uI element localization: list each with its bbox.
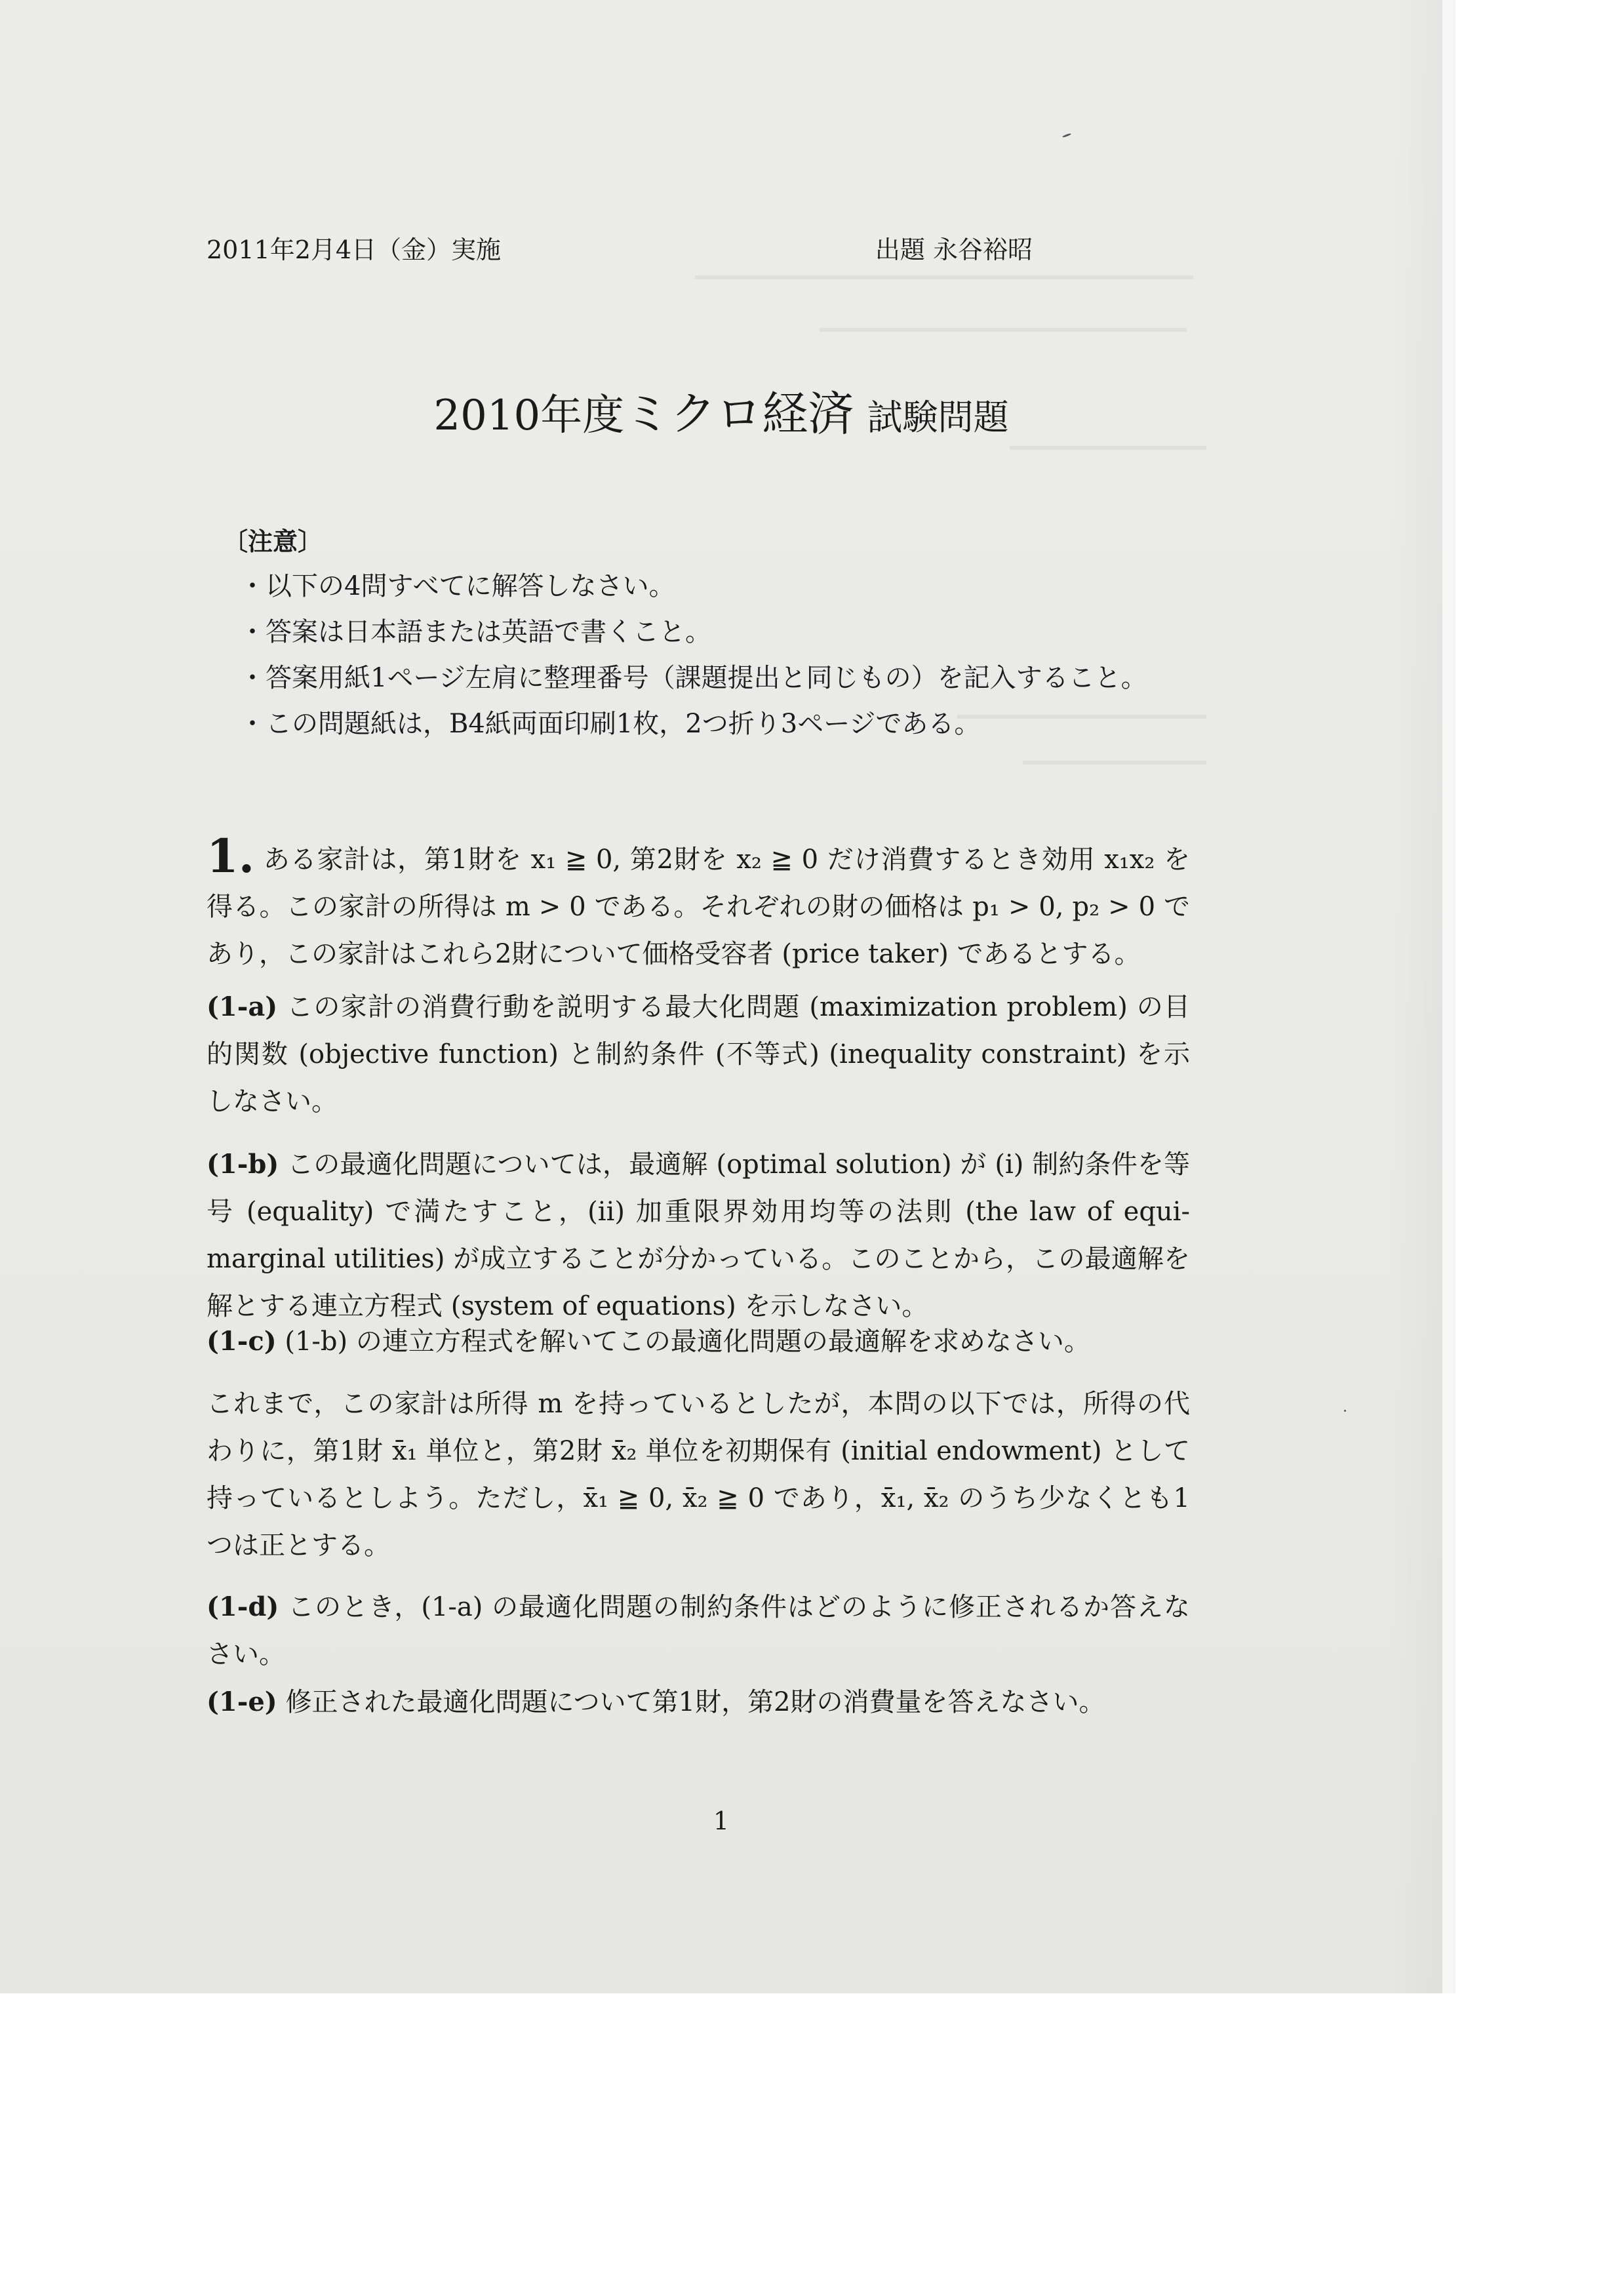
subquestion-label: (1-d) [207, 1591, 279, 1622]
bleed-through-mark [1023, 761, 1206, 784]
subquestion-text: この家計の消費行動を説明する最大化問題 (maximization problem) の目的関数 (objective function) と制約条件 (不等式) (inequality constraint) を示しなさい。 [207, 992, 1190, 1117]
question-1-intro [207, 829, 1190, 978]
subquestion-text: このとき，(1-a) の最適化問題の制約条件はどのように修正されるか答えなさい。 [207, 1592, 1191, 1669]
subquestion-label: (1-e) [207, 1686, 277, 1717]
bleed-through-mark [820, 328, 1187, 351]
notice-item: ・答案は日本語または英語で書くこと。 [239, 617, 711, 647]
question-1a [207, 984, 1190, 1125]
subquestion-text: この最適化問題については，最適解 (optimal solution) が (i) 制約条件を等号 (equality) で満たすこと，(ii) 加重限界効用均等の法則 (the law of equi-marginal utilities) が成立することが分かっている。このことから，この最適解を解とする連立方程式 (system of equations) を示しなさい。 [207, 1149, 1190, 1321]
subquestion-label: (1-b) [207, 1149, 279, 1180]
page-title [0, 377, 1442, 443]
question-1c [207, 1318, 1190, 1365]
bleed-through-mark [1010, 446, 1206, 469]
notice-item: ・以下の4問すべてに解答しなさい。 [239, 571, 675, 601]
speck [1062, 133, 1071, 138]
question-number: 1. [207, 829, 255, 883]
title-subject: ミクロ経済 [624, 387, 854, 441]
speck [1344, 1410, 1346, 1412]
notice-item: ・この問題紙は，B4紙両面印刷1枚，2つ折り3ページである。 [239, 709, 981, 739]
page-number: 1 [713, 1806, 730, 1835]
exam-author: 出題 永谷裕昭 [875, 235, 1033, 264]
question-1-text: ある家計は，第1財を x₁ ≧ 0, 第2財を x₂ ≧ 0 だけ消費するとき効用 x₁x₂ を得る。この家計の所得は m > 0 である。それぞれの財の価格は p₁ > 0, p₂ > 0 であり，この家計はこれら2財について価格受容者 (price taker) であるとする。 [207, 845, 1190, 969]
subquestion-text: 修正された最適化問題について第1財，第2財の消費量を答えなさい。 [285, 1687, 1105, 1717]
notice-item: ・答案用紙1ページ左肩に整理番号（課題提出と同じもの）を記入すること。 [239, 663, 1147, 693]
scan-edge-shadow [1390, 0, 1456, 1993]
question-1b [207, 1141, 1190, 1330]
question-1e [207, 1679, 1190, 1726]
title-year: 2010年度 [433, 391, 625, 440]
question-1-transition: これまで，この家計は所得 m を持っているとしたが，本問の以下では，所得の代わりに，第1財 x̄₁ 単位と，第2財 x̄₂ 単位を初期保有 (initial endowment) として持っているとしよう。ただし，x̄₁ ≧ 0, x̄₂ ≧ 0 であり，x̄₁, x̄₂ のうち少なくとも1つは正とする。 [207, 1389, 1190, 1561]
bleed-through-mark [695, 275, 1193, 306]
bleed-through-mark [957, 715, 1206, 738]
notice-heading: 〔注意〕 [223, 527, 323, 556]
subquestion-label: (1-a) [207, 991, 278, 1022]
question-1d [207, 1584, 1190, 1678]
exam-date: 2011年2月4日（金）実施 [207, 235, 502, 264]
subquestion-text: (1-b) の連立方程式を解いてこの最適化問題の最適解を求めなさい。 [285, 1327, 1090, 1357]
title-suffix: 試験問題 [867, 397, 1009, 438]
subquestion-label: (1-c) [207, 1326, 277, 1357]
